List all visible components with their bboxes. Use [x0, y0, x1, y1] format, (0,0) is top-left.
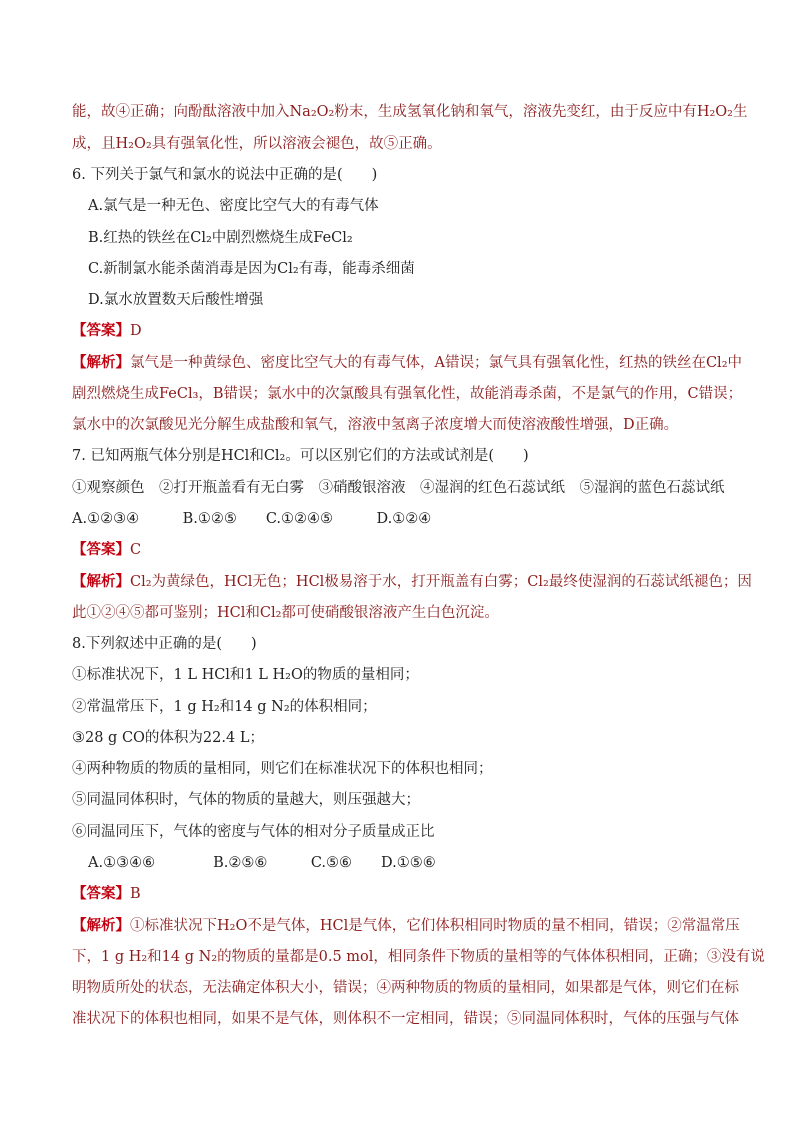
- q8-stem: 8.下列叙述中正确的是( ): [72, 636, 257, 652]
- q6-option-c: C.新制氯水能杀菌消毒是因为Cl₂有毒，能毒杀细菌: [88, 261, 415, 277]
- prev-explanation-line-1: 能，故④正确；向酚酞溶液中加入Na₂O₂粉末，生成氢氧化钠和氧气，溶液先变红，由于反应中有H₂O₂生: [72, 104, 748, 120]
- q8-statement-2: ②常温常压下，1 g H₂和14 g N₂的体积相同；: [72, 699, 377, 715]
- q8-answer: [72, 884, 724, 904]
- answer-value: B: [130, 886, 141, 902]
- q8-explanation-4: 准状况下的体积也相同，如果不是气体，则体积不一定相同，错误；⑤同温同体积时，气体的压强与气体: [72, 1011, 739, 1027]
- q8-statement-5: ⑤同温同体积时，气体的物质的量越大，则压强越大；: [72, 792, 420, 808]
- q7-options: A.①②③④ B.①②⑤ C.①②④⑤ D.①②④: [72, 511, 432, 527]
- q8-explanation-3: 明物质所处的状态，无法确定体积大小，错误；④两种物质的物质的量相同，如果都是气体，则它们在标: [72, 980, 739, 996]
- q8-statement-4: ④两种物质的物质的量相同，则它们在标准状况下的体积也相同；: [72, 761, 493, 777]
- answer-label: 【答案】: [72, 541, 130, 558]
- q8-statement-3: ③28 g CO的体积为22.4 L；: [72, 730, 264, 746]
- prev-explanation-line-2: 成，且H₂O₂具有强氧化性，所以溶液会褪色，故⑤正确。: [72, 136, 442, 152]
- q7-explanation-2: 此①②④⑤都可鉴别；HCl和Cl₂都可使硝酸银溶液产生白色沉淀。: [72, 605, 499, 621]
- q7-stem: 7. 已知两瓶气体分别是HCl和Cl₂。可以区别它们的方法或试剂是( ): [72, 448, 529, 464]
- explanation-label: 【解析】: [72, 354, 130, 371]
- q8-options: A.①③④⑥ B.②⑤⑥ C.⑤⑥ D.①⑤⑥: [88, 855, 436, 871]
- answer-value: C: [130, 542, 142, 558]
- answer-value: D: [130, 323, 142, 339]
- q6-explanation-3: 氯水中的次氯酸见光分解生成盐酸和氧气，溶液中氢离子浓度增大而使溶液酸性增强，D正确。: [72, 417, 679, 433]
- explanation-text: 氯气是一种黄绿色、密度比空气大的有毒气体，A错误；氯气具有强氧化性，红热的铁丝在Cl₂中: [130, 355, 743, 371]
- q6-explanation-1: [72, 353, 743, 373]
- q8-statement-6: ⑥同温同压下，气体的密度与气体的相对分子质量成正比: [72, 824, 435, 840]
- q7-explanation-1: [72, 572, 752, 592]
- q7-items: ①观察颜色 ②打开瓶盖看有无白雾 ③硝酸银溶液 ④湿润的红色石蕊试纸 ⑤湿润的蓝色石蕊试纸: [72, 480, 725, 496]
- q6-explanation-2: 剧烈燃烧生成FeCl₃，B错误；氯水中的次氯酸具有强氧化性，故能消毒杀菌，不是氯气的作用，C错误；: [72, 386, 743, 402]
- answer-label: 【答案】: [72, 322, 130, 339]
- q6-option-b: B.红热的铁丝在Cl₂中剧烈燃烧生成FeCl₂: [88, 230, 353, 246]
- q8-explanation-2: 下，1 g H₂和14 g N₂的物质的量都是0.5 mol，相同条件下物质的量相等的气体体积相同，正确；③没有说: [72, 949, 765, 965]
- q7-answer: [72, 540, 724, 560]
- explanation-text: ①标准状况下H₂O不是气体，HCl是气体，它们体积相同时物质的量不相同，错误；②常温常压: [130, 918, 740, 934]
- q6-stem: 6. 下列关于氯气和氯水的说法中正确的是( ): [72, 167, 378, 183]
- q6-option-a: A.氯气是一种无色、密度比空气大的有毒气体: [88, 198, 379, 214]
- answer-label: 【答案】: [72, 885, 130, 902]
- q6-answer: [72, 321, 724, 341]
- explanation-label: 【解析】: [72, 917, 130, 934]
- q8-statement-1: ①标准状况下，1 L HCl和1 L H₂O的物质的量相同；: [72, 667, 419, 683]
- q6-option-d: D.氯水放置数天后酸性增强: [88, 292, 264, 308]
- explanation-label: 【解析】: [72, 573, 130, 590]
- explanation-text: Cl₂为黄绿色，HCl无色；HCl极易溶于水，打开瓶盖有白雾；Cl₂最终使湿润的石蕊试纸褪色；因: [130, 574, 752, 590]
- q8-explanation-1: [72, 916, 740, 936]
